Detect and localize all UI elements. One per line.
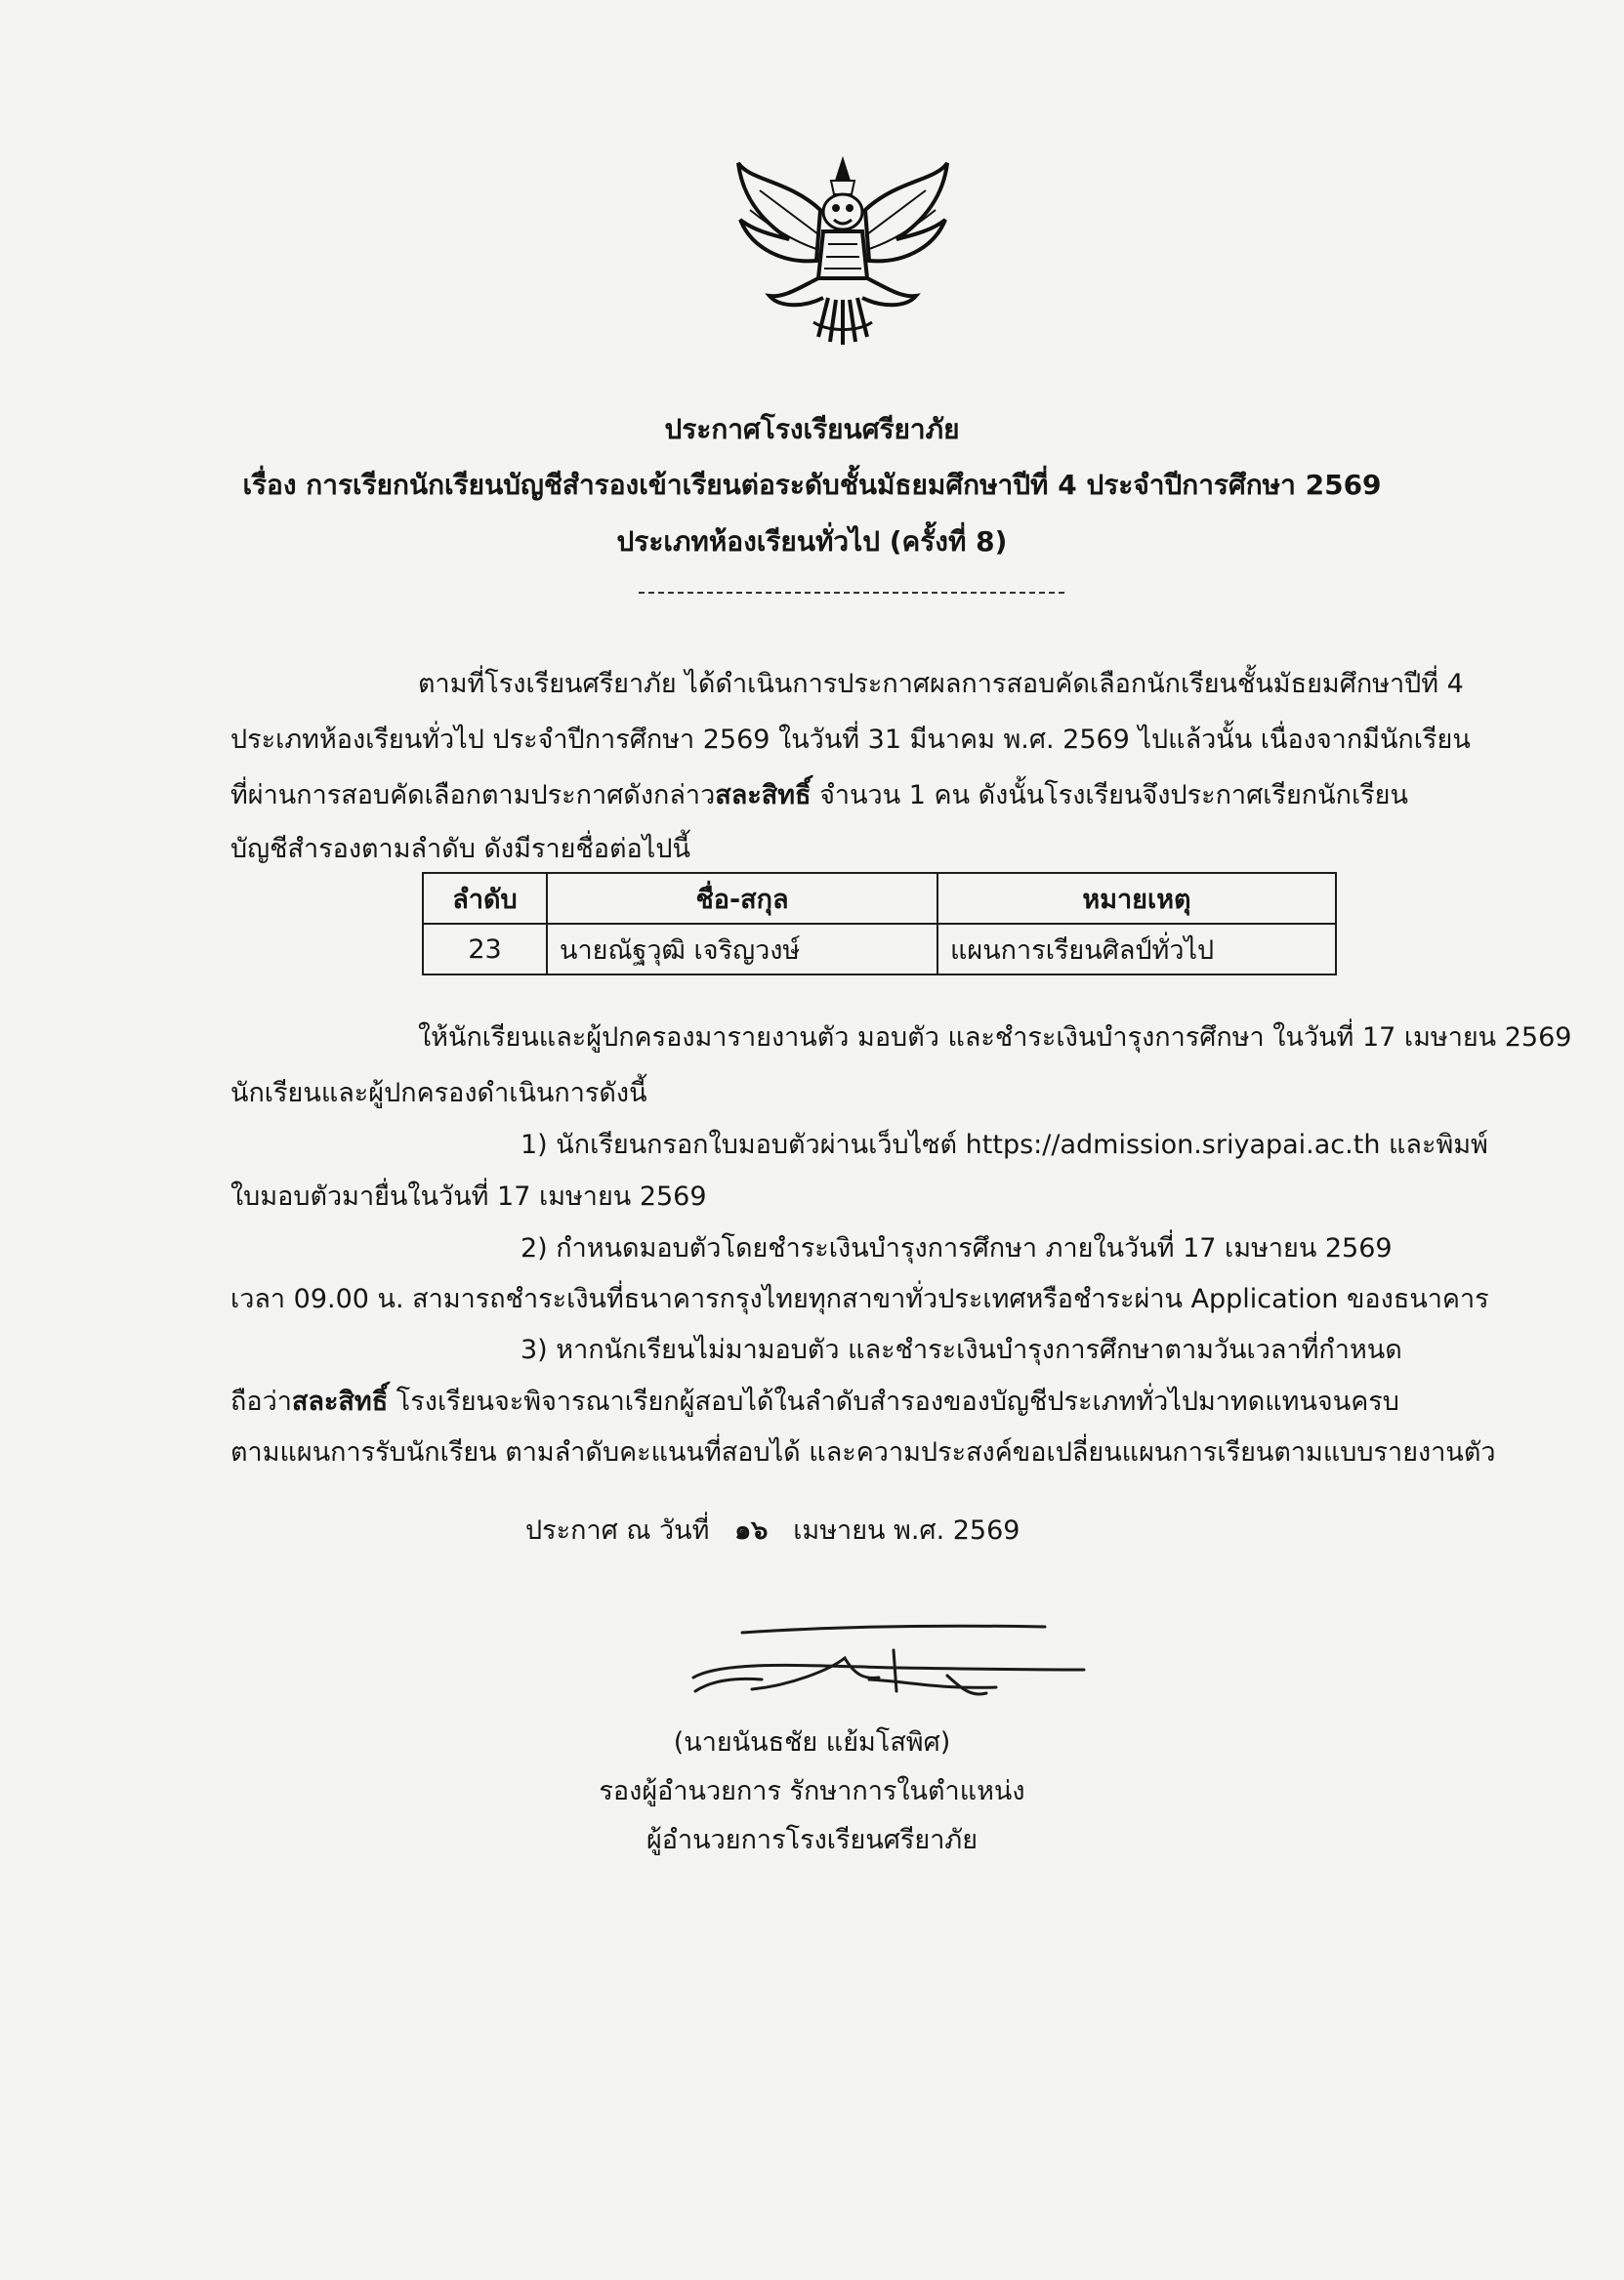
date-day: ๑๖ <box>734 1515 769 1546</box>
intro-line-3-tail: จำนวน 1 คน ดังนั้นโรงเรียนจึงประกาศเรียกนักเรียน <box>811 780 1408 810</box>
header-name: ชื่อ-สกุล <box>547 873 937 924</box>
roster-table <box>422 872 1337 975</box>
intro-line-3 <box>230 773 1408 815</box>
announcement-category: ประเภทห้องเรียนทั่วไป (ครั้งที่ 8) <box>616 525 1008 558</box>
header-note: หมายเหตุ <box>937 873 1336 924</box>
announcement-subject: เรื่อง การเรียกนักเรียนบัญชีสำรองเข้าเรียนต่อระดับชั้นมัธยมศึกษาปีที่ 4 ประจำปีการศึกษา 2569 <box>242 469 1382 501</box>
announcement-title: ประกาศโรงเรียนศรียาภัย <box>664 413 960 445</box>
item-1-line-2: ใบมอบตัวมายื่นในวันที่ 17 เมษายน 2569 <box>230 1181 707 1212</box>
row-name: นายณัฐวุฒิ เจริญวงษ์ <box>547 924 937 974</box>
item-1-line-1: 1) นักเรียนกรอกใบมอบตัวผ่านเว็บไซต์ https://admission.sriyapai.ac.th และพิมพ์ <box>521 1130 1488 1160</box>
row-note: แผนการเรียนศิลป์ทั่วไป <box>937 924 1336 974</box>
signer-position-2: ผู้อำนวยการโรงเรียนศรียาภัย <box>645 1825 979 1855</box>
item-3-line-2 <box>230 1380 1399 1422</box>
signer-position-1: รองผู้อำนวยการ รักษาการในตำแหน่ง <box>599 1776 1025 1806</box>
intro-line-3-text: ที่ผ่านการสอบคัดเลือกตามประกาศดังกล่าว <box>230 780 716 810</box>
intro-line-1: ตามที่โรงเรียนศรียาภัย ได้ดำเนินการประกาศผลการสอบคัดเลือกนักเรียนชั้นมัธยมศึกษาปีที่ 4 <box>418 669 1464 699</box>
intro-line-4: บัญชีสำรองตามลำดับ ดังมีรายชื่อต่อไปนี้ <box>230 834 690 864</box>
handwritten-signature-icon <box>684 1621 1094 1728</box>
forfeit-emphasis: สละสิทธิ์ <box>715 780 812 810</box>
item-3-line-1: 3) หากนักเรียนไม่มามอบตัว และชำระเงินบำรุงการศึกษาตามวันเวลาที่กำหนด <box>521 1335 1402 1365</box>
header-no: ลำดับ <box>423 873 547 924</box>
garuda-emblem-icon <box>730 151 955 347</box>
item-2-line-1: 2) กำหนดมอบตัวโดยชำระเงินบำรุงการศึกษา ภายในวันที่ 17 เมษายน 2569 <box>521 1233 1393 1264</box>
intro-line-2: ประเภทห้องเรียนทั่วไป ประจำปีการศึกษา 2569 ในวันที่ 31 มีนาคม พ.ศ. 2569 ไปแล้วนั้น เนื่องจากมีนักเรียน <box>230 725 1471 755</box>
item-2-line-2: เวลา 09.00 น. สามารถชำระเงินที่ธนาคารกรุงไทยทุกสาขาทั่วประเทศหรือชำระผ่าน Application ของธนาคาร <box>230 1284 1489 1314</box>
row-no: 23 <box>423 924 547 974</box>
divider <box>639 592 1064 594</box>
item-3-line-2-tail: โรงเรียนจะพิจารณาเรียกผู้สอบได้ในลำดับสำรองของบัญชีประเภททั่วไปมาทดแทนจนครบ <box>388 1387 1399 1417</box>
table-header-row <box>423 873 1336 924</box>
instruction-intro-2: นักเรียนและผู้ปกครองดำเนินการดังนี้ <box>230 1078 647 1108</box>
signer-name: (นายนันธชัย แย้มโสพิศ) <box>673 1727 951 1758</box>
announce-date <box>525 1509 1020 1551</box>
date-prefix: ประกาศ ณ วันที่ <box>525 1515 710 1546</box>
item-3-line-2-text: ถือว่า <box>230 1387 292 1417</box>
date-suffix: เมษายน พ.ศ. 2569 <box>793 1515 1020 1546</box>
item-3-line-3: ตามแผนการรับนักเรียน ตามลำดับคะแนนที่สอบได้ และความประสงค์ขอเปลี่ยนแผนการเรียนตามแบบรายงานตัว <box>230 1437 1496 1468</box>
forfeit-emphasis-2: สละสิทธิ์ <box>291 1387 389 1417</box>
instruction-intro-1: ให้นักเรียนและผู้ปกครองมารายงานตัว มอบตัว และชำระเงินบำรุงการศึกษา ในวันที่ 17 เมษายน 2569 <box>418 1022 1572 1053</box>
table-row <box>423 924 1336 974</box>
